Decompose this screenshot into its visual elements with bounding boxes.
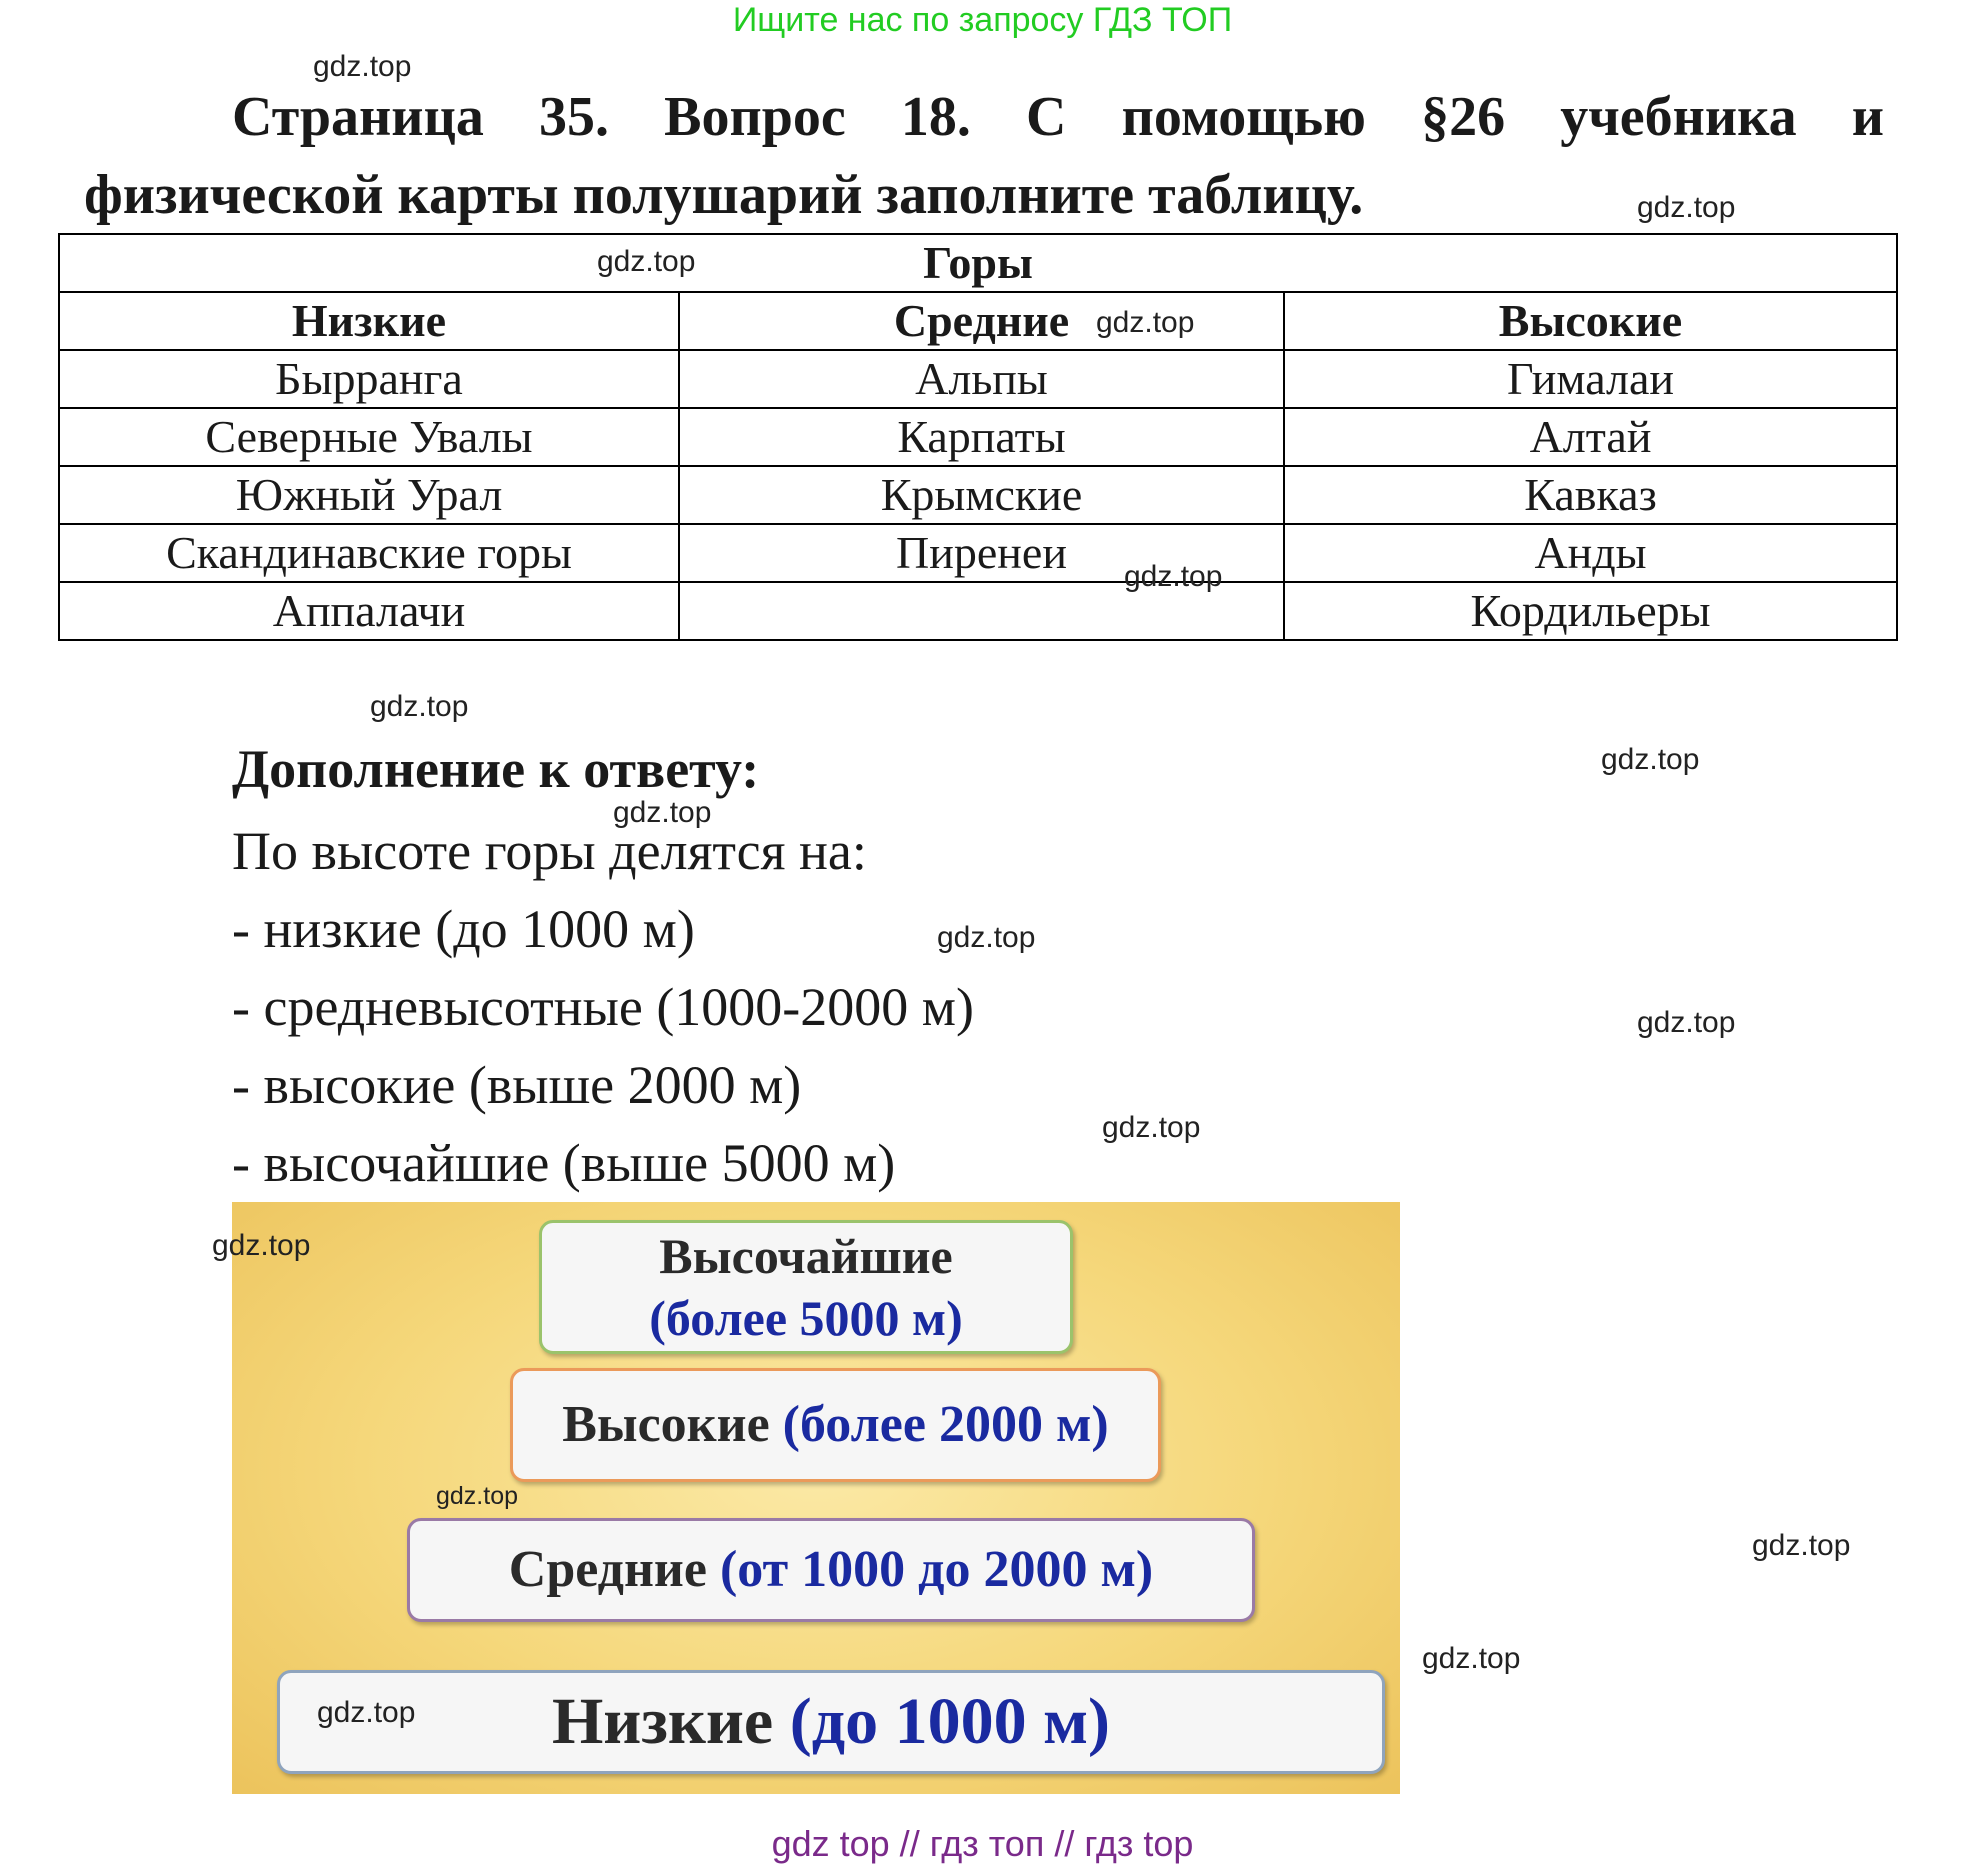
watermark: gdz.top: [937, 921, 1036, 954]
level-highest-range: (более 5000 м): [649, 1290, 963, 1346]
watermark: gdz.top: [1601, 743, 1700, 776]
watermark: gdz.top: [1637, 1006, 1736, 1039]
level-middle-box: [407, 1518, 1255, 1622]
title-word: 18.: [900, 86, 971, 148]
header-middle: Средние: [679, 292, 1284, 350]
level-middle-name: Средние: [508, 1541, 707, 1598]
table-row: [59, 524, 1897, 582]
level-high-box: [510, 1368, 1161, 1482]
watermark: gdz.top: [613, 796, 712, 829]
title-word: 35.: [538, 86, 609, 148]
table-row: [59, 466, 1897, 524]
watermark: gdz.top: [313, 50, 412, 83]
list-item: - средневысотные (1000-2000 м): [232, 977, 974, 1037]
title-word: §26: [1421, 86, 1506, 148]
title-line-2: физической карты полушарий заполните таблицу.: [84, 164, 1364, 226]
list-item: - низкие (до 1000 м): [232, 899, 695, 959]
footer-links: gdz top // гдз топ // гдз top: [771, 1823, 1194, 1864]
watermark: gdz.top: [370, 690, 469, 723]
title-word: С: [1026, 86, 1067, 148]
addition-text: [232, 812, 974, 1202]
mountains-table: [58, 233, 1898, 641]
question-title: [84, 78, 1884, 234]
title-word: помощью: [1121, 86, 1366, 148]
watermark: gdz.top: [1124, 560, 1223, 593]
level-high-name: Высокие: [562, 1396, 770, 1453]
title-word: Страница: [232, 86, 484, 148]
watermark: gdz.top: [317, 1696, 416, 1729]
level-high-range: (более 2000 м): [782, 1396, 1109, 1453]
table-cell: Бырранга: [59, 350, 679, 408]
title-word: Вопрос: [664, 86, 846, 148]
watermark: gdz.top: [1422, 1642, 1521, 1675]
watermark: gdz.top: [436, 1482, 519, 1510]
table-row: [59, 582, 1897, 640]
table-cell: Аппалачи: [59, 582, 679, 640]
level-low-box: [277, 1670, 1385, 1774]
table-cell: Скандинавские горы: [59, 524, 679, 582]
table-cell: Альпы: [679, 350, 1284, 408]
watermark: gdz.top: [1637, 191, 1736, 224]
title-word: и: [1851, 86, 1884, 148]
search-banner: Ищите нас по запросу ГДЗ ТОП: [732, 1, 1233, 39]
table-cell: Карпаты: [679, 408, 1284, 466]
level-low-name: Низкие: [551, 1685, 774, 1758]
table-row: [59, 350, 1897, 408]
table-row: [59, 408, 1897, 466]
list-item: - высокие (выше 2000 м): [232, 1055, 802, 1115]
level-highest-name: Высочайшие: [659, 1228, 953, 1284]
watermark: gdz.top: [212, 1229, 311, 1262]
watermark: gdz.top: [597, 245, 696, 278]
level-low-range: (до 1000 м): [789, 1685, 1111, 1758]
watermark: gdz.top: [1102, 1111, 1201, 1144]
table-cell: Пиренеи: [679, 524, 1284, 582]
level-highest-box: [539, 1220, 1073, 1354]
addition-intro: По высоте горы делятся на:: [232, 821, 867, 881]
table-cell: Крымские: [679, 466, 1284, 524]
header-low: Низкие: [59, 292, 679, 350]
title-line-1: [84, 78, 1884, 156]
watermark: gdz.top: [1752, 1529, 1851, 1562]
table-cell: Южный Урал: [59, 466, 679, 524]
table-caption: Горы: [59, 234, 1897, 292]
table-cell: Кордильеры: [1284, 582, 1897, 640]
table-header-row: [59, 292, 1897, 350]
table-cell: Кавказ: [1284, 466, 1897, 524]
list-item: - высочайшие (выше 5000 м): [232, 1133, 896, 1193]
table-cell: Гималаи: [1284, 350, 1897, 408]
table-cell: Анды: [1284, 524, 1897, 582]
table-cell: Северные Увалы: [59, 408, 679, 466]
addition-heading: Дополнение к ответу:: [232, 739, 760, 799]
watermark: gdz.top: [1096, 306, 1195, 339]
table-cell: Алтай: [1284, 408, 1897, 466]
level-middle-range: (от 1000 до 2000 м): [719, 1541, 1154, 1598]
title-word: учебника: [1560, 86, 1797, 148]
header-high: Высокие: [1284, 292, 1897, 350]
